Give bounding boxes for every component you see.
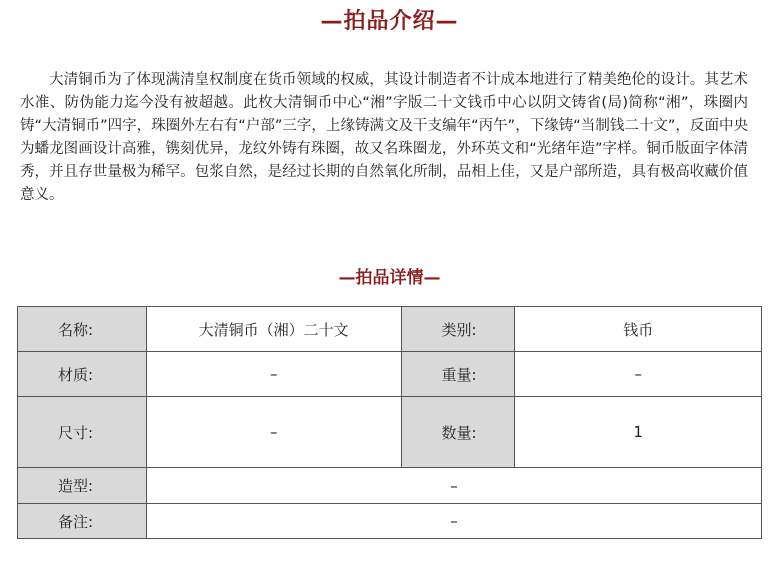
shape-label: 造型: [18, 468, 147, 504]
table-row [18, 307, 762, 352]
intro-paragraph: 大清铜币为了体现满清皇权制度在货币领域的权威，其设计制造者不计成本地进行了精美绝伦的设计。其艺术水准、防伪能力迄今没有被超越。此枚大清铜币中心“湘”字版二十文钱币中心以阴文铸省(局)简称“湘”，珠圈内铸“大清铜币”四字，珠圈外左右有“户部”三字，上缘铸满文及干支编年“丙午”，下缘铸“当制钱二十文”，反面中央为蟠龙图画设计高雅，镌刻优异，龙纹外铸有珠圈，故又名珠圈龙，外环英文和“光绪年造”字样。铜币版面字体清秀，并且存世量极为稀罕。包浆自然，是经过长期的自然氧化所制，品相上佳，又是户部所造，具有极高收藏价值意义。 [20, 72, 748, 203]
category-label: 类别: [401, 307, 515, 352]
details-table [17, 306, 762, 539]
material-value: – [146, 352, 401, 397]
name-label: 名称: [18, 307, 147, 352]
table-row [18, 504, 762, 539]
quantity-value: 1 [515, 397, 762, 468]
details-section-title: —拍品详情— [338, 268, 441, 288]
table-row [18, 468, 762, 504]
remark-value: – [146, 504, 761, 539]
material-label: 材质: [18, 352, 147, 397]
table-row [18, 352, 762, 397]
intro-section-title: —拍品介绍— [320, 9, 459, 34]
shape-value: – [146, 468, 761, 504]
name-value: 大清铜币（湘）二十文 [146, 307, 401, 352]
table-row [18, 397, 762, 468]
weight-value: – [515, 352, 762, 397]
size-label: 尺寸: [18, 397, 147, 468]
weight-label: 重量: [401, 352, 515, 397]
quantity-label: 数量: [401, 397, 515, 468]
size-value: – [146, 397, 401, 468]
category-value: 钱币 [515, 307, 762, 352]
remark-label: 备注: [18, 504, 147, 539]
